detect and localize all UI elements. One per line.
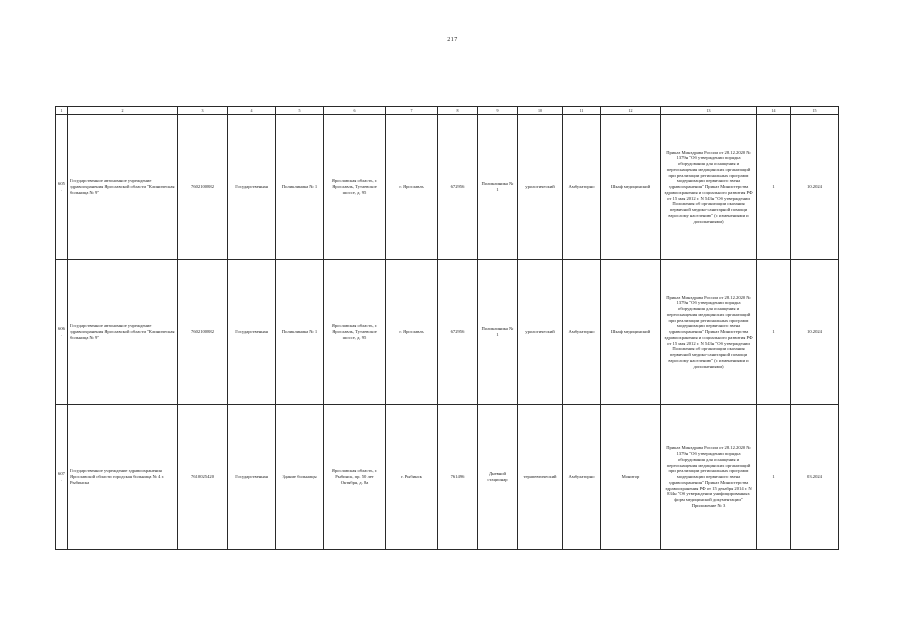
regulatory-basis: Приказ Минздрава России от 28.12.2020 № 1379н "Об утверждении порядка оборудования для оснащения и переоснащения медицинских организаций при реализации региональных программ модернизации первичного звена здравоохранения" Приказ Министерства здравоохранения и социального развития РФ от 15 мая 2012 г. N 543н "Об утверждении Положения об организации оказания первичной медико-санитарной помощи взрослому населению" (с изменениями и дополнениями) <box>661 260 757 405</box>
row-number: 607. <box>56 405 68 550</box>
quantity: 1 <box>757 115 791 260</box>
structural-unit: Поликлиника № 1 <box>478 115 518 260</box>
structural-unit: Поликлиника № 1 <box>478 260 518 405</box>
care-profile: урологический <box>518 260 563 405</box>
settlement: г. Ярославль <box>386 115 438 260</box>
structural-unit: Дневной стационар <box>478 405 518 550</box>
territory-code: 672956 <box>438 260 478 405</box>
building-name: Здание больницы <box>276 405 324 550</box>
table-row <box>56 115 839 260</box>
delivery-date: 10.2024 <box>791 260 839 405</box>
column-number: 12 <box>601 107 661 115</box>
settlement: г. Ярославль <box>386 260 438 405</box>
column-number: 5 <box>276 107 324 115</box>
column-number-row <box>56 107 839 115</box>
column-number: 3 <box>178 107 228 115</box>
column-number: 10 <box>518 107 563 115</box>
column-number: 4 <box>228 107 276 115</box>
ownership-form: Государственная <box>228 260 276 405</box>
care-conditions: Амбулаторно <box>563 260 601 405</box>
column-number: 9 <box>478 107 518 115</box>
inn: 7602100882 <box>178 115 228 260</box>
regulatory-basis: Приказ Минздрава России от 28.12.2020 № 1379н "Об утверждении порядка оборудования для оснащения и переоснащения медицинских организаций при реализации региональных программ модернизации первичного звена здравоохранения" Приказ Министерства здравоохранения РФ от 15 декабря 2014 г. N 834н "Об утверждении унифицированных форм медицинской документации" Приложение № 3 <box>661 405 757 550</box>
column-number: 11 <box>563 107 601 115</box>
delivery-date: 03.2024 <box>791 405 839 550</box>
column-number: 1 <box>56 107 68 115</box>
row-number: 605. <box>56 115 68 260</box>
ownership-form: Государственная <box>228 405 276 550</box>
organization-name: Государственное автономное учреждение здравоохранения Ярославской области "Клиническая больница № 9" <box>68 115 178 260</box>
equipment-registry-table <box>55 106 839 550</box>
settlement: г. Рыбинск <box>386 405 438 550</box>
building-name: Поликлиника № 1 <box>276 115 324 260</box>
care-conditions: Амбулаторно <box>563 405 601 550</box>
equipment-name: Монитор <box>601 405 661 550</box>
address: Ярославская область, г. Рыбинск, пр. 50 лет Октября, д. 8а <box>324 405 386 550</box>
quantity: 1 <box>757 260 791 405</box>
regulatory-basis: Приказ Минздрава России от 28.12.2020 № 1379н "Об утверждении порядка оборудования для оснащения и переоснащения медицинских организаций при реализации региональных программ модернизации первичного звена здравоохранения" Приказ Министерства здравоохранения и социального развития РФ от 15 мая 2012 г. N 543н "Об утверждении Положения об организации оказания первичной медико-санитарной помощи взрослому населению" (с изменениями и дополнениями) <box>661 115 757 260</box>
row-number: 606. <box>56 260 68 405</box>
territory-code: 672956 <box>438 115 478 260</box>
building-name: Поликлиника № 1 <box>276 260 324 405</box>
column-number: 14 <box>757 107 791 115</box>
table-row <box>56 260 839 405</box>
column-number: 6 <box>324 107 386 115</box>
inn: 7602100882 <box>178 260 228 405</box>
delivery-date: 10.2024 <box>791 115 839 260</box>
care-profile: терапевтический <box>518 405 563 550</box>
address: Ярославская область, г. Ярославль, Тутаевское шоссе, д. 95 <box>324 260 386 405</box>
column-number: 13 <box>661 107 757 115</box>
organization-name: Государственное учреждение здравоохранения Ярославской области городская больница № 4 г. Рыбинска <box>68 405 178 550</box>
care-conditions: Амбулаторно <box>563 115 601 260</box>
care-profile: урологический <box>518 115 563 260</box>
column-number: 15 <box>791 107 839 115</box>
page-number: 217 <box>447 37 458 43</box>
equipment-name: Шкаф медицинский <box>601 260 661 405</box>
organization-name: Государственное автономное учреждение здравоохранения Ярославской области "Клиническая больница № 9" <box>68 260 178 405</box>
equipment-name: Шкаф медицинский <box>601 115 661 260</box>
ownership-form: Государственная <box>228 115 276 260</box>
quantity: 1 <box>757 405 791 550</box>
table-row <box>56 405 839 550</box>
territory-code: 761496 <box>438 405 478 550</box>
column-number: 2 <box>68 107 178 115</box>
inn: 7610025420 <box>178 405 228 550</box>
column-number: 7 <box>386 107 438 115</box>
column-number: 8 <box>438 107 478 115</box>
address: Ярославская область, г. Ярославль, Тутаевское шоссе, д. 95 <box>324 115 386 260</box>
